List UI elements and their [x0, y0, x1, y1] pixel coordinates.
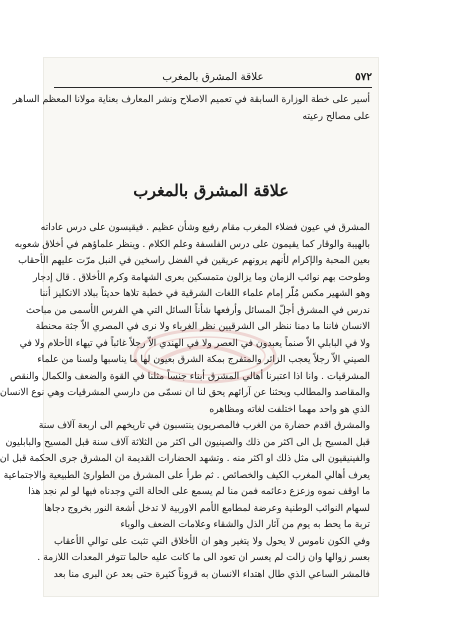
running-title: علاقة المشرق بالمغرب	[162, 71, 264, 83]
text-line: والمقاصد والمطالب وبحثنا عن آرائهم يحق لنا ان نسمّى من دارسي المشرقيات وهي نوع الانسان	[0, 387, 370, 398]
text-line: وطوحت بهم نوائب الزمان وما يزالون متمسكين بعرى الشهامة وكرم الأخلاق . قال إدجار	[32, 271, 370, 283]
book-page	[0, 58, 378, 596]
text-line: تربة ما يحط به يوم من آثار الذل والشقاء وعلامات الضعف والوباء	[120, 519, 370, 530]
text-line: الصيني الاّ رجلاً يعجب الزائر والمتفرج بمكة الشرق بعيون لها ما يناسبها ولسنا من علماء	[37, 354, 370, 365]
intro-paragraph	[12, 92, 370, 125]
text-line: الانسان فاننا ما دمنا ننظر الى الشرقيين نظر الغرباء ولا نرى في المصري الاّ جثة محنطة	[35, 321, 370, 332]
text-line: بعسر زوالها وان زالت لم يعسر ان تعود الى ما كانت عليه حالما تتوفر المعدات اللازمة .	[37, 552, 370, 563]
text-line: على مصالح رعيته	[302, 110, 370, 122]
text-line: والفينيقيون الى مثل ذلك او اكثر منه . وتشهد الحضارات القديمة ان المشرق جرى الحكمة قبل ان	[0, 453, 370, 464]
text-line: فالمشر الساعي الذي طال اهتداء الانسان به قروناً كثيرة حتى بعد عن البرى منا بعد	[53, 568, 370, 580]
text-line: لسهام النوائب الوطنية وعرضة لمطامع الأمم الاوربية لا تدخل أشعة النور بخروج دجاها	[44, 502, 370, 514]
text-line: بعين المحبة والإكرام لأنهم يرونهم عريقين في الفضل راسخين في النبل مرّت عليهم الأحقاب	[18, 255, 370, 266]
text-line: ولا في البابلي الاّ صنماً يعبدون في العصر ولا في الهندي الاّ رجلاً غائباً في تيهاء الأحلام ولا في	[19, 337, 370, 349]
text-line: وفي الكون ناموس لا يحول ولا يتغير وهو ان الأخلاق التي تثبت على توالي الأعقاب	[54, 535, 370, 547]
article-body	[0, 220, 370, 583]
text-line: بالهيبة والوقار كما يقيمون على درس الفلسفة وعلم الكلام . وينظر علماؤهم في أخلاق شعوبه	[14, 238, 370, 250]
article-title: علاقة المشرق بالمغرب	[133, 181, 289, 200]
text-line: أسير على خطة الوزارة السابقة في تعميم الاصلاح ونشر المعارف بعناية مولانا المعظم الساهر	[12, 94, 370, 105]
page-header	[54, 70, 372, 84]
text-line: قبل المسيح بل الى اكثر من ذلك والصينيون الى اكثر من الثلاثة آلاف سنة قبل المسيح والبابليون	[5, 436, 370, 448]
text-line: ما اوقف نموه وزعزع دعائمه فمن منا لم يسمع على الحالة التي وجدناه فيها لو لم نجد هذا	[28, 486, 370, 497]
text-line: ندرس في المشرق أجلّ المسائل وأرفعها شأناً السائل التي هي الفرس الأسمى من مباحث	[25, 304, 370, 316]
text-line: المشرقيات . وانا اذا اعتبرنا أهالي المشرق أبناء جنساً مثلنا في القوة والضعف والكمال والنقص	[9, 370, 370, 382]
text-line: الذي هو واحد مهما اختلفت لغاته ومظاهره	[209, 403, 370, 415]
text-line: المشرق في عيون فضلاء المغرب مقام رفيع وشأن عظيم . فيقيسون على درس عاداته	[40, 222, 370, 233]
page-number: ٥٧٢	[355, 71, 372, 83]
text-line: وهو الشهير مكس مُلّر إمام علماء اللغات الشرقية في خطبة تلاها حديثاً ببلاد الانكليز أننا	[39, 288, 370, 299]
header-rule	[54, 87, 372, 88]
text-line: يعرف أهالي المغرب الكيف والخصائص . ثم طرأ على المشرق من الطوارئ الطبيعية والاجتماعية	[3, 469, 370, 481]
text-line: والمشرق اقدم حضارة من الغرب فالمصريون ينتسبون في تاريخهم الى اربعة آلاف سنة	[38, 420, 370, 431]
